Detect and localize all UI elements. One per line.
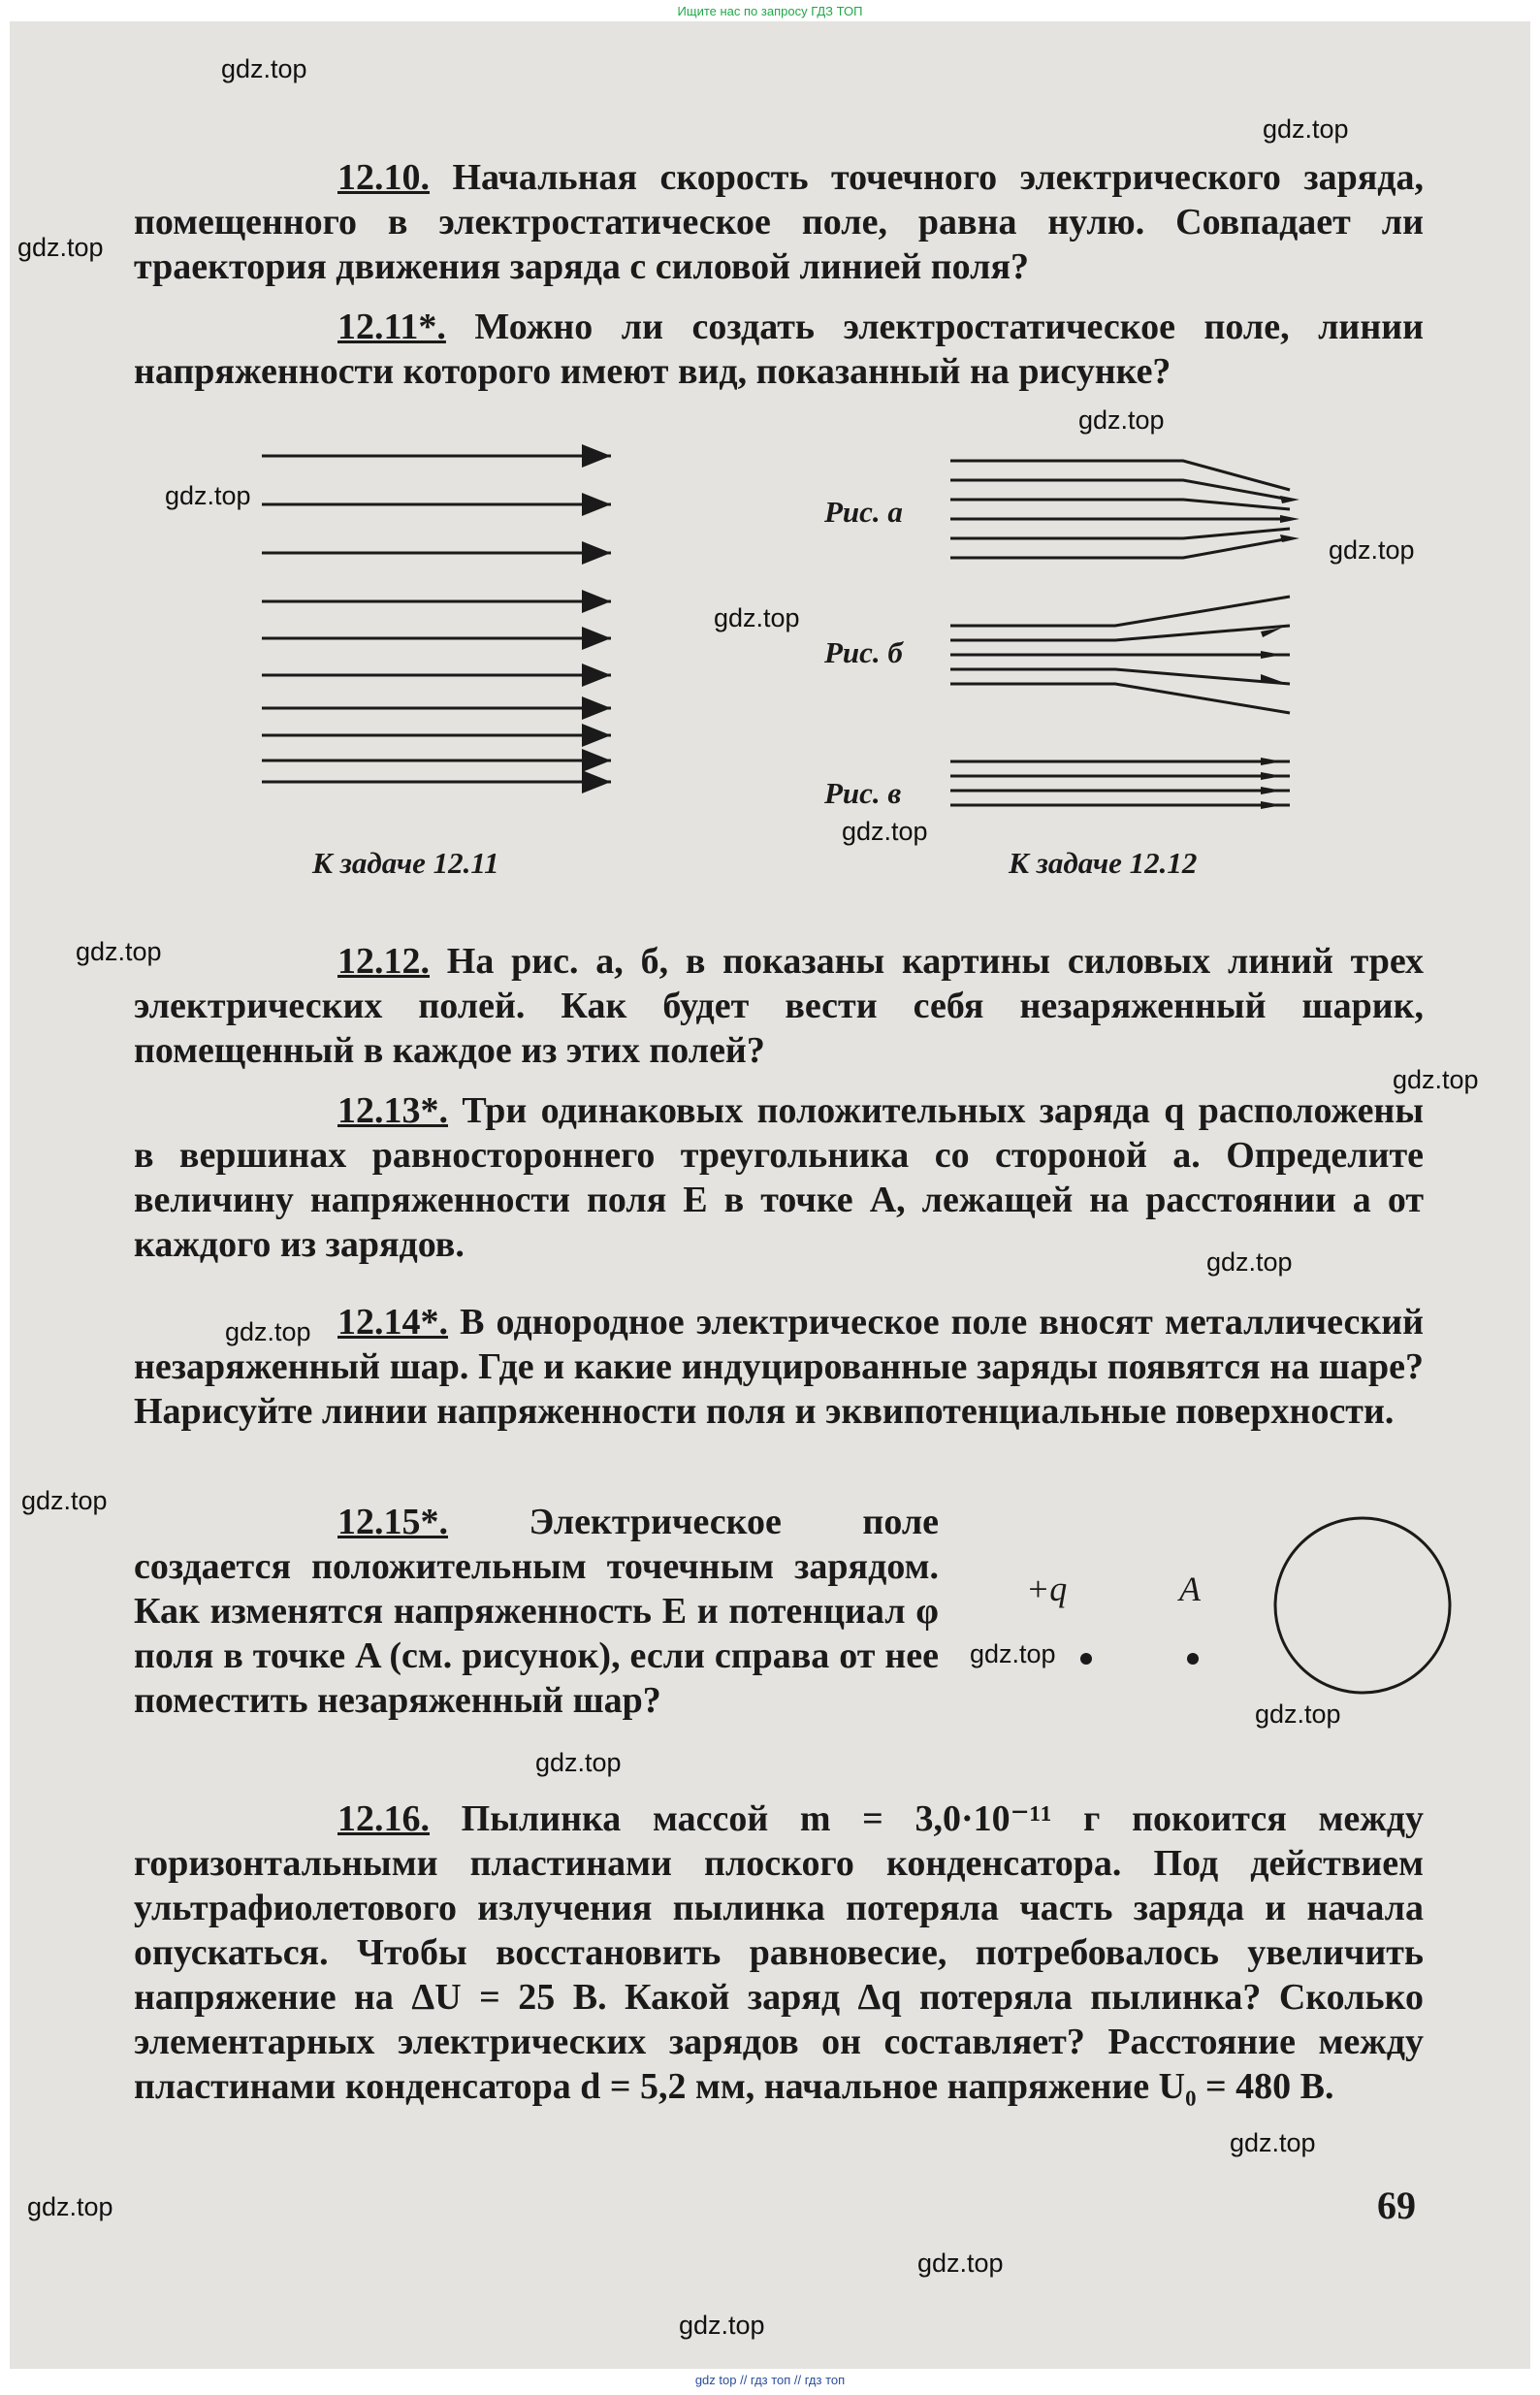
- watermark: gdz.top: [714, 603, 800, 632]
- watermark: gdz.top: [1393, 1065, 1479, 1094]
- figure-b-label: Рис. б: [824, 635, 903, 669]
- watermark: gdz.top: [1255, 1699, 1341, 1729]
- figure-12-11: [213, 427, 630, 815]
- problem-number: 12.14*.: [337, 1302, 448, 1343]
- watermark: gdz.top: [679, 2311, 765, 2340]
- problem-12-12: [134, 939, 1424, 1073]
- watermark: gdz.top: [17, 233, 104, 262]
- watermark: gdz.top: [1206, 1247, 1293, 1277]
- watermark: gdz.top: [917, 2249, 1004, 2278]
- watermark: gdz.top: [225, 1317, 311, 1346]
- watermark: gdz.top: [1263, 114, 1349, 144]
- page-number: 69: [1377, 2184, 1416, 2227]
- problem-number: 12.11*.: [337, 307, 446, 347]
- problem-text: Пылинка массой m = 3,0·10⁻¹¹ г покоится между горизонтальными пластинами плоского конденсатора. Под действием ультрафиолетового излучения пылинка потеряла часть заряда и начала опускаться. Чтобы восстановить равновесие, потребовалось увеличить напряжение на ΔU = 25 В. Какой заряд Δq потеряла пылинка? Сколько элементарных электрических зарядов он составляет? Расстояние между пластинами конденсатора d = 5,2 мм, начальное напряжение U₀ = 480 В.: [134, 1798, 1424, 2107]
- watermark: gdz.top: [165, 481, 251, 510]
- watermark: gdz.top: [970, 1639, 1056, 1668]
- problem-number: 12.13*.: [337, 1090, 448, 1131]
- caption-right: К задаче 12.12: [1009, 846, 1198, 880]
- caption-left: К задаче 12.11: [312, 846, 499, 880]
- watermark: gdz.top: [221, 54, 307, 83]
- problem-12-14: [134, 1300, 1424, 1434]
- problem-12-15: [134, 1500, 939, 1723]
- watermark: gdz.top: [21, 1486, 108, 1515]
- problem-text: На рис. а, б, в показаны картины силовых линий трех электрических полей. Как будет вести себя незаряженный шарик, помещенный в каждое из этих полей?: [134, 941, 1424, 1071]
- point-a-label: A: [1179, 1570, 1201, 1608]
- problem-text: Начальная скорость точечного электрического заряда, помещенного в электростатическое поле, равна нулю. Совпадает ли траектория движения заряда с силовой линией поля?: [134, 157, 1425, 287]
- problem-12-10: [134, 155, 1424, 289]
- figure-v-label: Рис. в: [824, 776, 902, 810]
- watermark: gdz.top: [842, 817, 928, 846]
- problem-number: 12.16.: [337, 1798, 430, 1839]
- problem-12-11: [134, 305, 1424, 394]
- problem-number: 12.15*.: [337, 1502, 448, 1542]
- watermark: gdz.top: [76, 937, 162, 966]
- watermark: gdz.top: [1078, 405, 1165, 435]
- problem-12-13: [134, 1088, 1424, 1267]
- problem-text: В однородное электрическое поле вносят металлический незаряженный шар. Где и какие индуцированные заряды появятся на шаре? Нарисуйте линии напряженности поля и эквипотенциальные поверхности.: [134, 1302, 1424, 1432]
- watermark: gdz.top: [27, 2192, 113, 2221]
- problem-12-16: [134, 1796, 1424, 2109]
- top-banner[interactable]: Ищите нас по запросу ГДЗ ТОП: [677, 4, 863, 18]
- figure-12-15: [1009, 1513, 1455, 1707]
- watermark: gdz.top: [535, 1748, 622, 1777]
- bottom-banner[interactable]: gdz top // гдз топ // гдз топ: [694, 2373, 846, 2387]
- problem-text: Можно ли создать электростатическое поле, линии напряженности которого имеют вид, показанный на рисунке?: [134, 307, 1425, 392]
- problem-text: Три одинаковых положительных заряда q расположены в вершинах равностороннего треугольника со стороной a. Определите величину напряженности поля E в точке A, лежащей на расстоянии a от каждого из зарядов.: [134, 1090, 1424, 1265]
- figure-12-12: [931, 441, 1299, 820]
- problem-number: 12.10.: [337, 157, 430, 198]
- figure-a-label: Рис. а: [824, 495, 903, 529]
- charge-label: +q: [1026, 1570, 1068, 1608]
- problem-text: Электрическое поле создается положительным точечным зарядом. Как изменятся напряженность E и потенциал φ поля в точке A (см. рисунок), если справа от нее поместить незаряженный шар?: [134, 1502, 939, 1721]
- watermark: gdz.top: [1230, 2128, 1316, 2157]
- problem-number: 12.12.: [337, 941, 430, 982]
- watermark: gdz.top: [1329, 535, 1415, 565]
